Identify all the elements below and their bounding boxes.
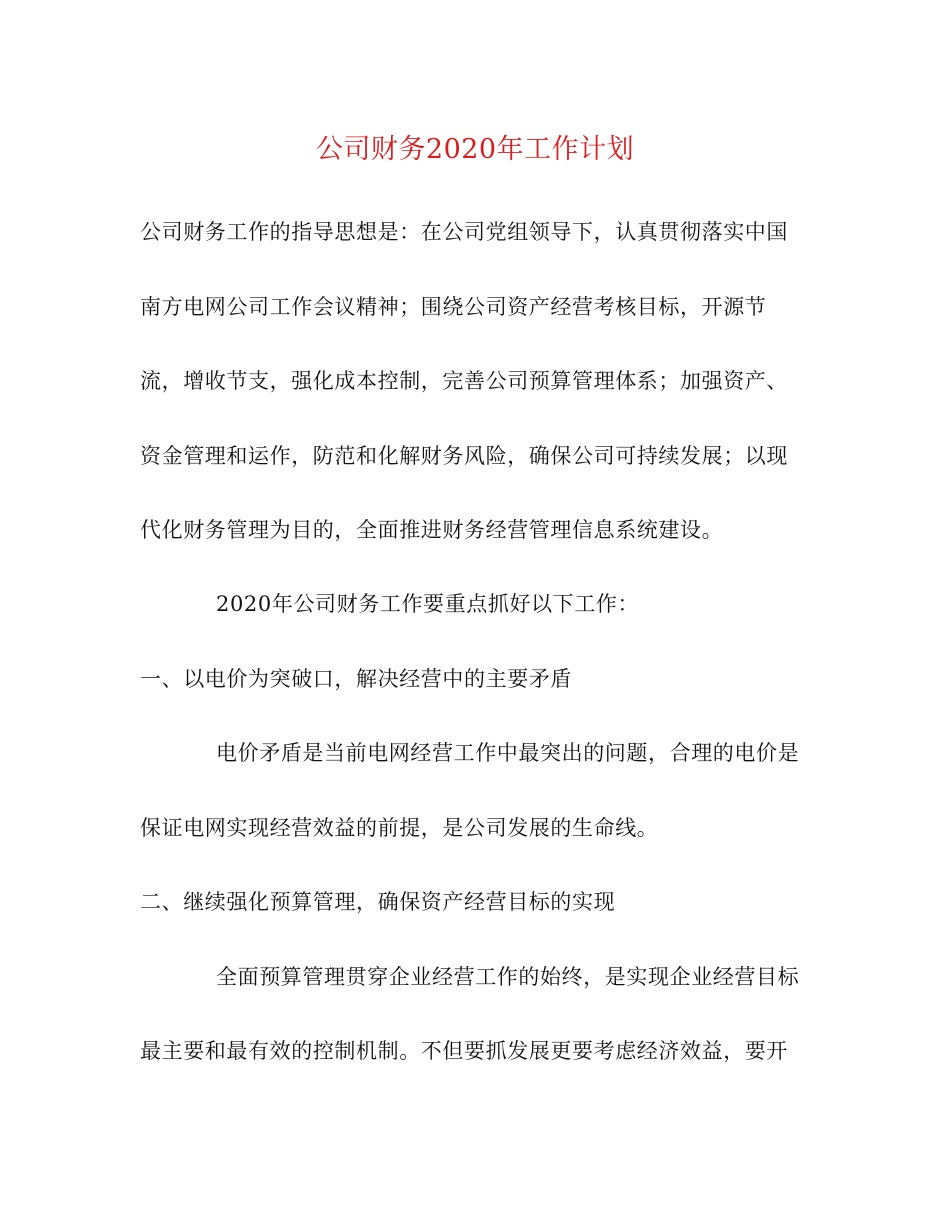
section-intro: 2020年公司财务工作要重点抓好以下工作： xyxy=(216,592,640,616)
section-heading-1: 一、以电价为突破口，解决经营中的主要矛盾 xyxy=(140,667,572,691)
section-heading-2: 二、继续强化预算管理，确保资产经营目标的实现 xyxy=(140,890,616,914)
paragraph-line: 电价矛盾是当前电网经营工作中最突出的问题，合理的电价是 xyxy=(216,741,800,765)
paragraph-line: 保证电网实现经营效益的前提，是公司发展的生命线。 xyxy=(140,816,659,840)
paragraph-line: 最主要和最有效的控制机制。不但要抓发展更要考虑经济效益，要开 xyxy=(140,1039,788,1063)
document-title: 公司财务2020年工作计划 xyxy=(315,134,635,165)
paragraph-line: 代化财务管理为目的，全面推进财务经营管理信息系统建设。 xyxy=(140,518,724,542)
paragraph-line: 流，增收节支，强化成本控制，完善公司预算管理体系；加强资产、 xyxy=(140,369,788,393)
paragraph-line: 南方电网公司工作会议精神；围绕公司资产经营考核目标，开源节 xyxy=(140,295,767,319)
paragraph-line: 全面预算管理贯穿企业经营工作的始终，是实现企业经营目标 xyxy=(216,965,800,989)
paragraph-line: 公司财务工作的指导思想是：在公司党组领导下，认真贯彻落实中国 xyxy=(140,220,788,244)
paragraph-line: 资金管理和运作，防范和化解财务风险，确保公司可持续发展；以现 xyxy=(140,444,788,468)
